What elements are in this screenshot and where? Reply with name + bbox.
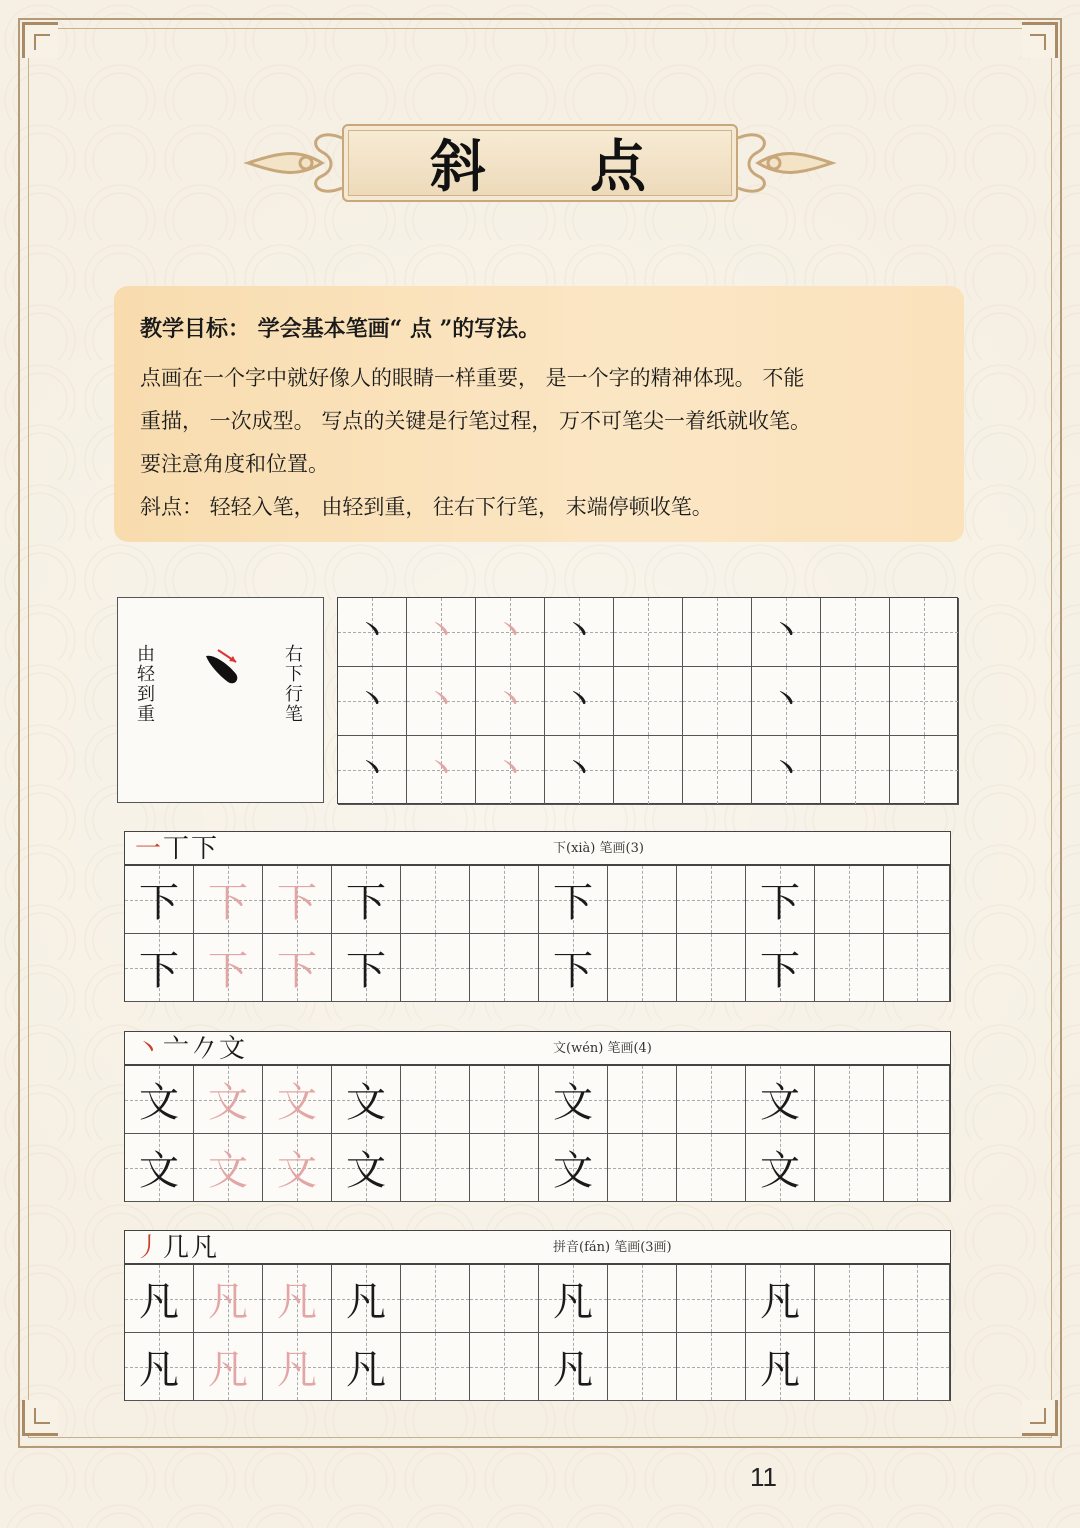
trace-glyph: 丶 (424, 612, 458, 652)
title-plaque (342, 124, 738, 202)
grid-cell[interactable] (194, 1134, 263, 1202)
grid-cell[interactable] (332, 1333, 401, 1401)
grid-cell[interactable] (470, 1265, 539, 1333)
grid-cell[interactable] (545, 736, 614, 805)
grid-cell[interactable] (890, 667, 959, 736)
grid-cell[interactable] (539, 934, 608, 1002)
grid-cell[interactable] (263, 1265, 332, 1333)
trace-glyph: 下 (208, 948, 248, 994)
grid-cell[interactable] (815, 1333, 884, 1401)
trace-glyph: 文 (277, 1080, 317, 1126)
grid-cell[interactable] (821, 736, 890, 805)
model-glyph: 凡 (346, 1279, 386, 1325)
frame-corner-inner (34, 34, 50, 50)
grid-cell[interactable] (332, 1066, 401, 1134)
title-char-left: 斜 (430, 134, 490, 200)
model-glyph: 凡 (139, 1279, 179, 1325)
grid-cell[interactable] (884, 1066, 950, 1134)
grid-cell[interactable] (677, 1066, 746, 1134)
info-line: 斜点： 轻轻入笔， 由轻到重， 往右下行笔， 末端停顿收笔。 (140, 495, 713, 519)
stroke-order (135, 832, 219, 866)
grid-cell[interactable] (608, 1265, 677, 1333)
stroke-order-step: 𠂊 (191, 1034, 220, 1064)
grid-cell[interactable] (470, 1333, 539, 1401)
model-glyph: 凡 (760, 1347, 800, 1393)
trace-glyph: 丶 (424, 681, 458, 721)
grid-cell[interactable] (683, 598, 752, 667)
model-glyph: 下 (760, 880, 800, 926)
stroke-order-header (124, 1230, 951, 1264)
grid-cell[interactable] (683, 667, 752, 736)
grid-cell[interactable] (746, 1265, 815, 1333)
grid-cell[interactable] (401, 1265, 470, 1333)
grid-cell[interactable] (263, 1134, 332, 1202)
model-glyph: 丶 (769, 612, 803, 652)
model-glyph: 凡 (139, 1347, 179, 1393)
grid-cell[interactable] (194, 1265, 263, 1333)
char-meta: 下(xià) 笔画(3) (553, 841, 644, 856)
info-line: 点画在一个字中就好像人的眼睛一样重要， 是一个字的精神体现。 不能 (140, 366, 805, 390)
grid-cell[interactable] (194, 934, 263, 1002)
trace-glyph: 丶 (493, 612, 527, 652)
grid-cell[interactable] (125, 1134, 194, 1202)
demo-left-label: 由轻到重 (134, 644, 155, 724)
grid-cell[interactable] (401, 934, 470, 1002)
grid-cell[interactable] (884, 1265, 950, 1333)
grid-cell[interactable] (608, 934, 677, 1002)
model-glyph: 丶 (355, 750, 389, 790)
stroke-order-step: 下 (191, 834, 220, 864)
char-practice-grid (124, 865, 951, 1002)
stroke-order-step: 亠 (163, 1034, 192, 1064)
grid-cell[interactable] (407, 667, 476, 736)
grid-cell[interactable] (125, 1265, 194, 1333)
stroke-order (135, 1231, 219, 1265)
model-glyph: 丶 (562, 750, 596, 790)
grid-cell[interactable] (476, 667, 545, 736)
grid-cell[interactable] (677, 1333, 746, 1401)
grid-cell[interactable] (677, 1134, 746, 1202)
stroke-order-step: 丶 (135, 1034, 164, 1064)
grid-cell[interactable] (194, 866, 263, 934)
model-glyph: 下 (553, 880, 593, 926)
grid-cell[interactable] (545, 598, 614, 667)
stroke-demo-box (117, 597, 324, 803)
stroke-order-header (124, 831, 951, 865)
grid-cell[interactable] (125, 1066, 194, 1134)
model-glyph: 丶 (355, 681, 389, 721)
grid-cell[interactable] (752, 736, 821, 805)
char-meta: 文(wén) 笔画(4) (553, 1041, 652, 1056)
stroke-order-step: 凡 (191, 1233, 220, 1263)
grid-cell[interactable] (263, 1333, 332, 1401)
model-glyph: 下 (553, 948, 593, 994)
trace-glyph: 凡 (208, 1279, 248, 1325)
stroke-order-step: 一 (135, 834, 164, 864)
stroke-order-step: 丿 (135, 1233, 164, 1263)
info-line: 重描， 一次成型。 写点的关键是行笔过程， 万不可笔尖一着纸就收笔。 (140, 409, 812, 433)
grid-cell[interactable] (608, 1066, 677, 1134)
teaching-goal: 教学目标： 学会基本笔画“ 点 ”的写法。 (140, 316, 541, 342)
title-char-right: 点 (590, 134, 650, 200)
grid-cell[interactable] (614, 598, 683, 667)
trace-glyph: 凡 (208, 1347, 248, 1393)
model-glyph: 下 (139, 880, 179, 926)
grid-cell[interactable] (332, 1265, 401, 1333)
grid-cell[interactable] (401, 1066, 470, 1134)
trace-glyph: 下 (277, 880, 317, 926)
grid-cell[interactable] (539, 1066, 608, 1134)
trace-glyph: 文 (277, 1148, 317, 1194)
grid-cell[interactable] (539, 1265, 608, 1333)
stroke-order-step: 丅 (163, 834, 192, 864)
grid-cell[interactable] (338, 598, 407, 667)
grid-cell[interactable] (470, 866, 539, 934)
grid-cell[interactable] (608, 866, 677, 934)
model-glyph: 丶 (562, 612, 596, 652)
model-glyph: 文 (553, 1080, 593, 1126)
grid-cell[interactable] (884, 1134, 950, 1202)
stroke-order (135, 1032, 247, 1066)
grid-cell[interactable] (194, 1066, 263, 1134)
grid-cell[interactable] (884, 1333, 950, 1401)
frame-corner-inner (34, 1408, 50, 1424)
grid-cell[interactable] (614, 736, 683, 805)
model-glyph: 下 (346, 948, 386, 994)
char-practice-grid (124, 1065, 951, 1202)
model-glyph: 下 (760, 948, 800, 994)
model-glyph: 丶 (769, 681, 803, 721)
grid-cell[interactable] (125, 934, 194, 1002)
grid-cell[interactable] (746, 1134, 815, 1202)
teaching-goal-box (114, 286, 964, 542)
grid-cell[interactable] (263, 934, 332, 1002)
trace-glyph: 丶 (424, 750, 458, 790)
grid-cell[interactable] (194, 1333, 263, 1401)
trace-glyph: 丶 (493, 750, 527, 790)
trace-glyph: 凡 (277, 1279, 317, 1325)
trace-glyph: 凡 (277, 1347, 317, 1393)
grid-cell[interactable] (677, 934, 746, 1002)
model-glyph: 文 (139, 1080, 179, 1126)
grid-cell[interactable] (407, 736, 476, 805)
trace-glyph: 下 (208, 880, 248, 926)
grid-cell[interactable] (332, 866, 401, 934)
grid-cell[interactable] (608, 1134, 677, 1202)
trace-glyph: 丶 (493, 681, 527, 721)
frame-corner-inner (1030, 1408, 1046, 1424)
grid-cell[interactable] (821, 598, 890, 667)
grid-cell[interactable] (407, 598, 476, 667)
grid-cell[interactable] (614, 667, 683, 736)
grid-cell[interactable] (338, 667, 407, 736)
grid-cell[interactable] (815, 1265, 884, 1333)
model-glyph: 文 (346, 1080, 386, 1126)
grid-cell[interactable] (263, 1066, 332, 1134)
page-number: 11 (750, 1462, 777, 1492)
stroke-order-header (124, 1031, 951, 1065)
frame-corner-inner (1030, 34, 1046, 50)
info-line: 要注意角度和位置。 (140, 452, 329, 476)
grid-cell[interactable] (746, 1333, 815, 1401)
grid-cell[interactable] (476, 736, 545, 805)
grid-cell[interactable] (677, 1265, 746, 1333)
grid-cell[interactable] (677, 866, 746, 934)
model-glyph: 凡 (553, 1279, 593, 1325)
char-meta: 拼音(fán) 笔画(3画) (553, 1240, 672, 1255)
grid-cell[interactable] (338, 736, 407, 805)
grid-cell[interactable] (752, 598, 821, 667)
grid-cell[interactable] (401, 1333, 470, 1401)
grid-cell[interactable] (401, 1134, 470, 1202)
model-glyph: 文 (553, 1148, 593, 1194)
model-glyph: 凡 (760, 1279, 800, 1325)
grid-cell[interactable] (539, 866, 608, 934)
grid-cell[interactable] (683, 736, 752, 805)
model-glyph: 下 (139, 948, 179, 994)
grid-cell[interactable] (746, 866, 815, 934)
grid-cell[interactable] (815, 866, 884, 934)
model-glyph: 文 (760, 1080, 800, 1126)
model-glyph: 文 (346, 1148, 386, 1194)
grid-cell[interactable] (125, 1333, 194, 1401)
grid-cell[interactable] (332, 1134, 401, 1202)
grid-cell[interactable] (884, 866, 950, 934)
grid-cell[interactable] (608, 1333, 677, 1401)
trace-glyph: 下 (277, 948, 317, 994)
char-practice-grid (124, 1264, 951, 1401)
grid-cell[interactable] (332, 934, 401, 1002)
grid-cell[interactable] (476, 598, 545, 667)
title-banner (238, 108, 842, 218)
grid-cell[interactable] (815, 1066, 884, 1134)
grid-cell[interactable] (470, 1066, 539, 1134)
model-glyph: 丶 (355, 612, 389, 652)
grid-cell[interactable] (821, 667, 890, 736)
trace-glyph: 文 (208, 1148, 248, 1194)
model-glyph: 凡 (553, 1347, 593, 1393)
trace-glyph: 文 (208, 1080, 248, 1126)
grid-cell[interactable] (746, 934, 815, 1002)
grid-cell[interactable] (263, 866, 332, 934)
stroke-order-step: 几 (163, 1233, 192, 1263)
grid-cell[interactable] (746, 1066, 815, 1134)
grid-cell[interactable] (890, 736, 959, 805)
model-glyph: 丶 (562, 681, 596, 721)
dot-practice-grid (337, 597, 958, 804)
grid-cell[interactable] (884, 934, 950, 1002)
model-glyph: 文 (139, 1148, 179, 1194)
grid-cell[interactable] (539, 1134, 608, 1202)
grid-cell[interactable] (815, 934, 884, 1002)
grid-cell[interactable] (125, 866, 194, 934)
model-glyph: 文 (760, 1148, 800, 1194)
grid-cell[interactable] (470, 1134, 539, 1202)
stroke-order-step: 文 (219, 1034, 248, 1064)
grid-cell[interactable] (752, 667, 821, 736)
grid-cell[interactable] (539, 1333, 608, 1401)
demo-right-label: 右下行笔 (282, 644, 303, 724)
grid-cell[interactable] (545, 667, 614, 736)
grid-cell[interactable] (401, 866, 470, 934)
model-glyph: 凡 (346, 1347, 386, 1393)
grid-cell[interactable] (815, 1134, 884, 1202)
model-glyph: 下 (346, 880, 386, 926)
model-glyph: 丶 (769, 750, 803, 790)
slant-dot-stroke-icon (198, 646, 248, 690)
grid-cell[interactable] (470, 934, 539, 1002)
grid-cell[interactable] (890, 598, 959, 667)
